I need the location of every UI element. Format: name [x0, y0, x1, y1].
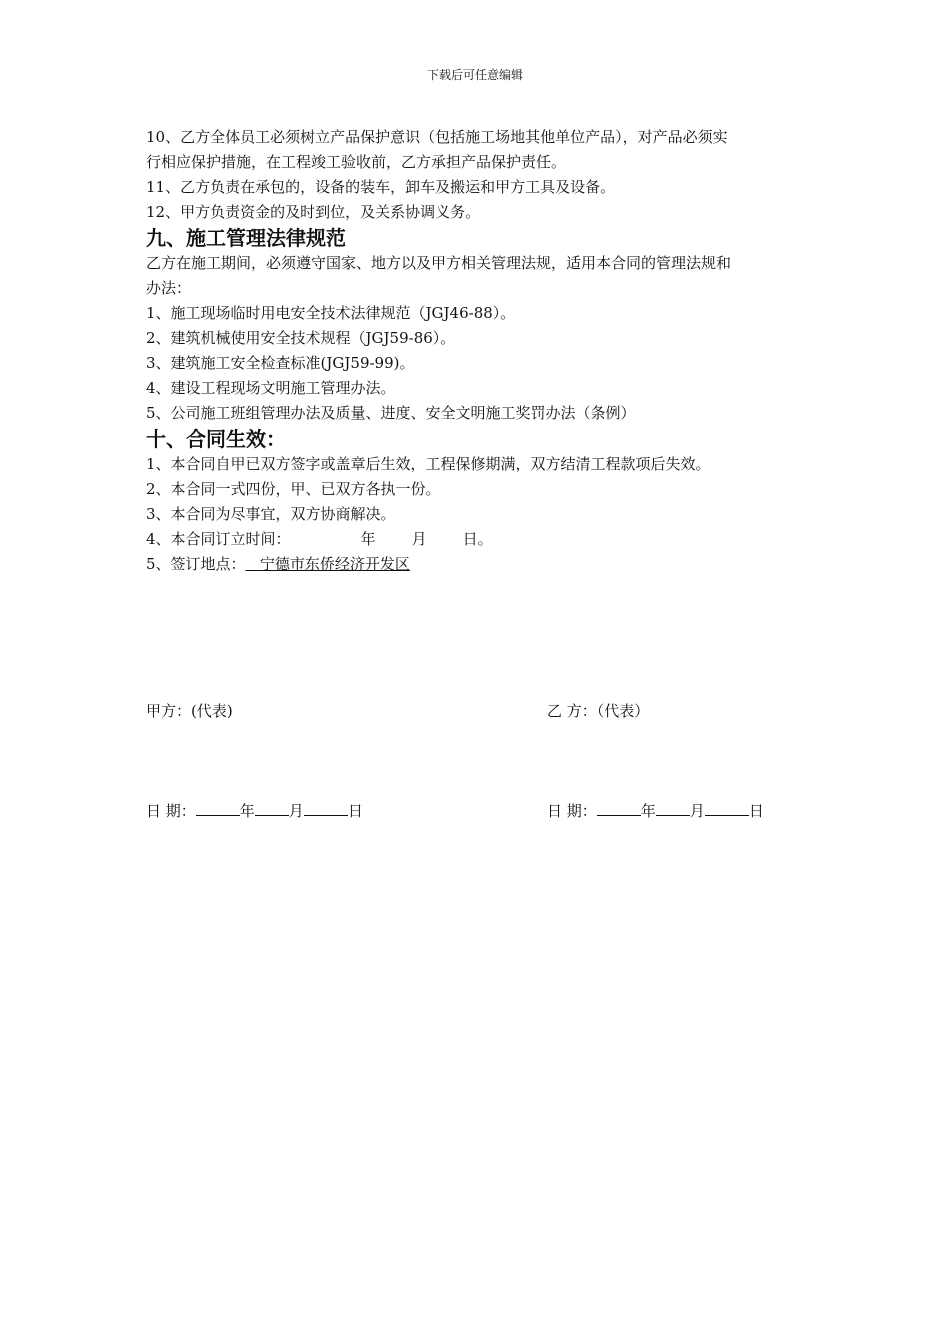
page-header-note: 下载后可任意编辑 — [426, 68, 523, 82]
contract-date-label: 4、本合同订立时间： — [146, 530, 291, 548]
section-9-item-4: 4、建设工程现场文明施工管理办法。 — [146, 379, 396, 397]
section-9-intro-2: 办法： — [146, 279, 192, 297]
year-blank — [196, 801, 240, 816]
day-label: 日 — [347, 802, 363, 820]
party-b-date — [547, 800, 764, 821]
clause-10-line-1: 10、乙方全体员工必须树立产品保护意识（包括施工场地其他单位产品），对产品必须实 — [146, 128, 728, 146]
year-label: 年 — [239, 802, 255, 820]
month-blank — [656, 801, 690, 816]
day-blank — [304, 801, 348, 816]
clause-11: 11、乙方负责在承包的，设备的装车，卸车及搬运和甲方工具及设备。 — [146, 178, 616, 196]
section-9-item-5: 5、公司施工班组管理办法及质量、进度、安全文明施工奖罚办法（条例） — [146, 404, 636, 422]
clause-10-line-2: 行相应保护措施，在工程竣工验收前，乙方承担产品保护责任。 — [146, 153, 567, 171]
month-blank — [255, 801, 289, 816]
year-label: 年 — [640, 802, 656, 820]
day-blank — [705, 801, 749, 816]
section-9-title: 九、施工管理法律规范 — [146, 226, 346, 250]
section-10-item-5 — [146, 552, 806, 577]
section-10-item-1: 1、本合同自甲已双方签字或盖章后生效，工程保修期满，双方结清工程款项后失效。 — [146, 455, 711, 473]
date-label: 日 期： — [146, 802, 196, 820]
month-label: 月 — [689, 802, 705, 820]
section-10-item-2: 2、本合同一式四份，甲、已双方各执一份。 — [146, 480, 441, 498]
contract-date-month: 月 — [411, 530, 427, 548]
contract-date-day: 日。 — [462, 530, 493, 548]
month-label: 月 — [288, 802, 304, 820]
party-a-representative: 甲方：(代表) — [146, 702, 233, 720]
date-label: 日 期： — [547, 802, 597, 820]
clause-12: 12、甲方负责资金的及时到位，及关系协调义务。 — [146, 203, 481, 221]
section-9-item-1: 1、施工现场临时用电安全技术法律规范（JGJ46-88）。 — [146, 304, 516, 322]
section-9-item-3: 3、建筑施工安全检查标准(JGJ59-99)。 — [146, 354, 415, 372]
section-10-item-3: 3、本合同为尽事宜，双方协商解决。 — [146, 505, 396, 523]
section-9-item-2: 2、建筑机械使用安全技术规程（JGJ59-86）。 — [146, 329, 456, 347]
year-blank — [597, 801, 641, 816]
section-9-intro-1: 乙方在施工期间，必须遵守国家、地方以及甲方相关管理法规，适用本合同的管理法规和 — [146, 254, 732, 272]
contract-body — [146, 125, 806, 577]
section-10-title: 十、合同生效： — [146, 427, 286, 451]
day-label: 日 — [748, 802, 764, 820]
party-b-representative: 乙 方：（代表） — [547, 702, 650, 720]
party-a-date — [146, 800, 363, 821]
section-10-item-4 — [146, 527, 806, 552]
signing-place-value: 宁德市东侨经济开发区 — [259, 555, 410, 573]
contract-date-year: 年 — [360, 530, 376, 548]
signing-place-label: 5、签订地点： — [146, 555, 246, 573]
